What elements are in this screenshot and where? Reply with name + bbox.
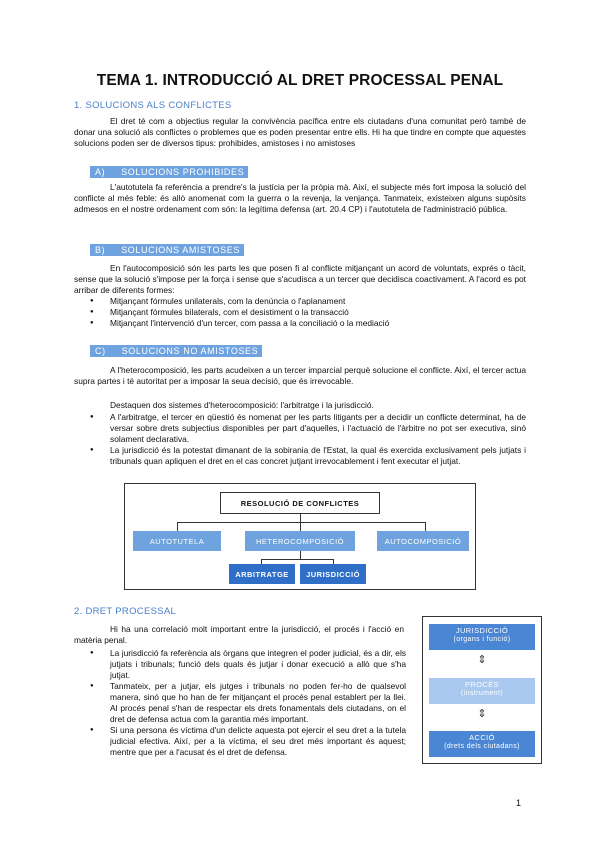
subsection-a-text-body: L'autotutela fa referència a prendre's la justícia per la pròpia mà. Així, el subjecte més fort imposa la solució del conflicte al més feble: és allò anomenat com la guerra o la revenja, la venjança. Tanmateix, existeixen alguns supòsits admesos en el nostre ordenament com són: la legítima defensa (art. 20.4 CP) i l'autotutela de l'administració pública. [74,182,526,214]
diagram-connector [177,522,425,523]
subsection-a-letter: A) [95,167,106,177]
conflict-resolution-diagram [124,483,476,590]
subsection-b-label: SOLUCIONS AMISTOSES [121,245,240,255]
list-item: ● A l'arbitratge, el tercer en qüestió és nomenat per les parts litigants per a decidir un conflicte determinat, ha de versar sobre drets subjectius disponibles per part d'aquelles, i l'actuació de l'àrbitre no pot ser executiva, sinó solament declarativa. [96,412,526,445]
subsection-b-list [96,296,526,329]
diagram-connector [300,514,301,522]
subsection-b-heading [90,244,244,256]
sidebox-jurisdiccio-title: JURISDICCIÓ [455,626,509,635]
diagram-autocomposicio-box: AUTOCOMPOSICIÓ [377,531,469,551]
subsection-c-text2-body: Destaquen dos sistemes d'heterocomposició: l'arbitratge i la jurisdicció. [110,400,374,410]
diagram-connector [261,559,333,560]
sidebox-proces-title: PROCÉS [464,680,500,689]
section-2-heading: 2. DRET PROCESSAL [74,606,177,617]
subsection-a-text [74,182,526,215]
sidebox-accio [429,731,535,757]
section-2-intro-text: Hi ha una correlació molt important entre la jurisdicció, el procés i l'acció en matèria penal. [74,624,404,645]
subsection-c-list [96,412,526,467]
subsection-c-text-body: A l'heterocomposició, les parts acudeixen a un tercer imparcial perquè solucione el conflicte. Així, el tercer actua supra partes i té autoritat per a imposar la seua decisió, que és irrevocable. [74,365,526,386]
section-2-list [96,648,406,758]
list-item: ● Tanmateix, per a jutjar, els jutges i tribunals no poden fer-ho de qualsevol manera, sinó que ho han de fer mitjançant el procés penal establert per la llei. Al procés penal s'han de respectar els drets fonamentals dels ciutadans, on el dret de defensa actua com la garantia més important. [96,681,406,725]
page-number: 1 [516,798,522,808]
sidebox-proces [429,678,535,704]
diagram-root-box: RESOLUCIÓ DE CONFLICTES [220,492,380,514]
section-1-intro [74,116,526,149]
document-title: TEMA 1. INTRODUCCIÓ AL DRET PROCESSAL PENAL [96,72,504,89]
diagram-connector [177,522,178,531]
subsection-c-heading [90,345,262,357]
double-arrow-icon: ⇕ [477,654,487,666]
diagram-connector [300,522,301,531]
sidebox-jurisdiccio-sub: (organs i funció) [453,636,511,643]
section-2-intro [74,624,404,646]
section-1-heading: 1. SOLUCIONS ALS CONFLICTES [74,100,232,111]
diagram-connector [300,551,301,559]
list-item: ● Mitjançant fórmules bilaterals, com el desistiment o la transacció [96,307,526,318]
section-1-intro-text: El dret té com a objectius regular la convivència pacífica entre els ciutadans d'una comunitat però també de donar una solució als conflictes o problemes que es poden presentar entre ells. Hi ha que tindre en compte que aquestes solucions poden ser de diversos tipus: prohibides, amistoses i no amistoses [74,116,526,148]
subsection-c-letter: C) [95,346,106,356]
diagram-connector [425,522,426,531]
list-item: ● La jurisdicció fa referència als òrgans que integren el poder judicial, és a dir, els jutjats i tribunals; funció dels quals és jutjar i donar execució a allò que s'ha jutjat. [96,648,406,681]
sidebox-jurisdiccio [429,624,535,650]
subsection-a-heading [90,166,248,178]
sidebox-accio-title: ACCIÓ [469,733,495,742]
subsection-b-text [74,263,526,296]
diagram-heterocomposicio-box: HETEROCOMPOSICIÓ [245,531,355,551]
jurisdiction-process-action-box [422,616,542,764]
list-item: ● Si una persona és víctima d'un delicte aquesta pot ejercir el seu dret a la tutela judicial efectiva. Així, per a la víctima, el seu dret més important és aquest; mentre que per a l'acusat és el dret de defensa. [96,725,406,758]
subsection-c-text [74,365,526,387]
subsection-a-label: SOLUCIONS PROHIBIDES [121,167,245,177]
list-item: ● La jurisdicció és la potestat dimanant de la sobirania de l'Estat, la qual és exercida exclusivament pels jutjats i tribunals quan apliquen el dret en el cas concret jutjant irrevocablement i fent executar el jutjat. [96,445,526,467]
list-item: ● Mitjançant fórmules unilaterals, com la denúncia o l'aplanament [96,296,526,307]
sidebox-proces-sub: (instrument) [460,690,504,697]
diagram-jurisdiccio-box: JURISDICCIÓ [300,564,366,584]
subsection-b-letter: B) [95,245,106,255]
double-arrow-icon: ⇕ [477,708,487,720]
list-item: ● Mitjançant l'intervenció d'un tercer, com passa a la conciliació o la mediació [96,318,526,329]
subsection-b-text-body: En l'autocomposició són les parts les que posen fi al conflicte mitjançant un acord de voluntats, exprés o tàcit, sense que la solució s'impose per la força i sense que s'acudisca a un tercer que decidisca coactivament. A l'acord es pot arribar de diferents formes: [74,263,526,295]
sidebox-accio-sub: (drets dels ciutadans) [444,743,520,750]
subsection-c-text2 [74,400,526,411]
subsection-c-label: SOLUCIONS NO AMISTOSES [121,346,259,356]
diagram-arbitratge-box: ARBITRATGE [229,564,295,584]
diagram-autotutela-box: AUTOTUTELA [133,531,221,551]
